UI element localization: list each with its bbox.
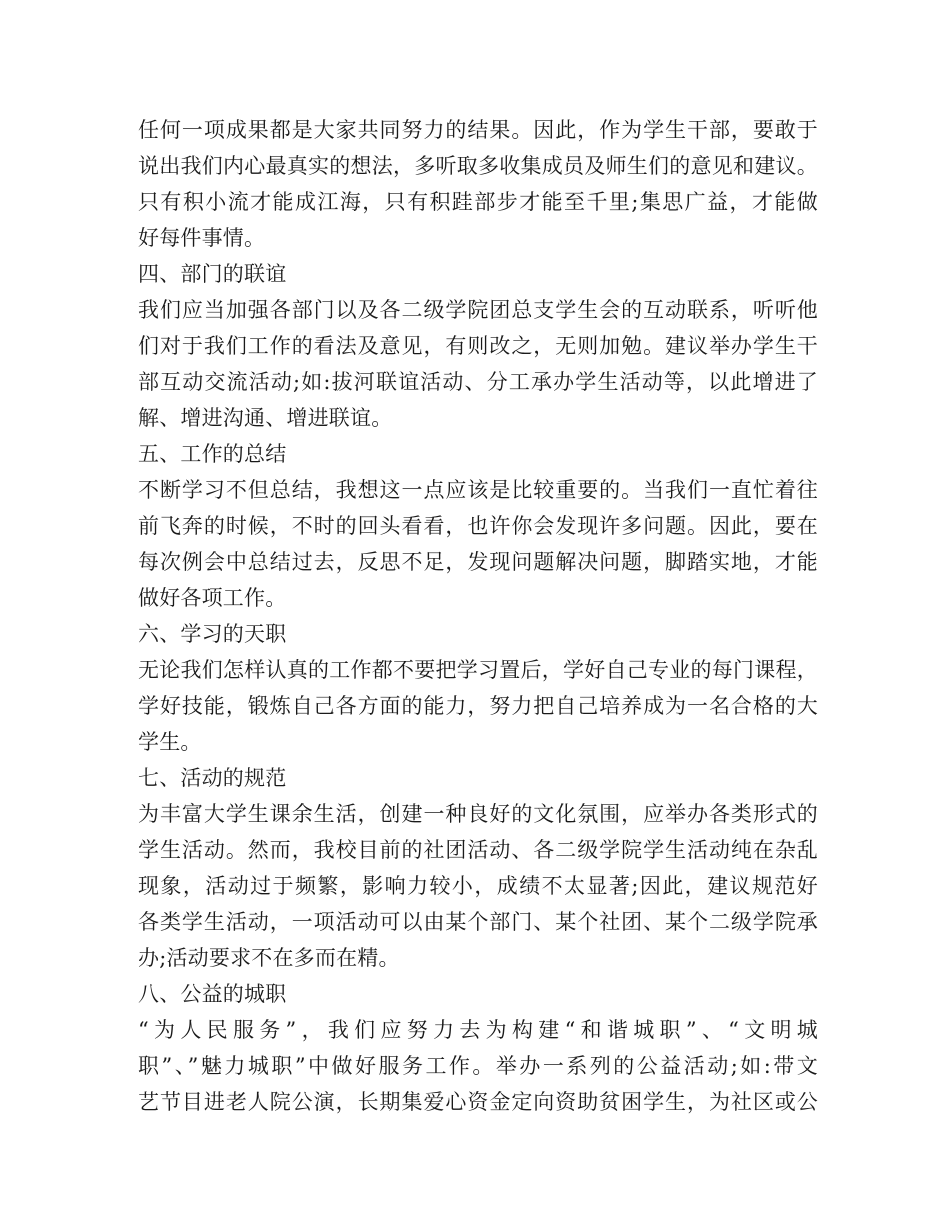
body-line: 无论我们怎样认真的工作都不要把学习置后，学好自己专业的每门课程， <box>138 658 818 682</box>
body-line: 不断学习不但总结，我想这一点应该是比较重要的。当我们一直忙着往 <box>138 478 818 502</box>
body-line: 只有积小流才能成江海，只有积跬部步才能至千里;集思广益，才能做 <box>138 190 818 214</box>
section-heading: 五、工作的总结 <box>138 442 287 466</box>
body-line: 学生活动。然而，我校目前的社团活动、各二级学院学生活动纯在杂乱 <box>138 838 818 862</box>
body-line: 各类学生活动，一项活动可以由某个部门、某个社团、某个二级学院承 <box>138 910 818 934</box>
body-line: 学生。 <box>138 730 202 754</box>
body-line: 现象，活动过于频繁，影响力较小，成绩不太显著;因此，建议规范好 <box>138 874 818 898</box>
document-body <box>138 112 818 1120</box>
body-line: 前飞奔的时候，不时的回头看看，也许你会发现许多问题。因此，要在 <box>138 514 818 538</box>
body-line: 职”、”魅力城职”中做好服务工作。举办一系列的公益活动;如:带文 <box>138 1054 818 1078</box>
section-heading: 六、学习的天职 <box>138 622 287 646</box>
body-line: 做好各项工作。 <box>138 586 287 610</box>
body-line: 任何一项成果都是大家共同努力的结果。因此，作为学生干部，要敢于 <box>138 118 818 142</box>
body-line: 办;活动要求不在多而在精。 <box>138 946 400 970</box>
section-heading: 四、部门的联谊 <box>138 262 287 286</box>
body-line: 我们应当加强各部门以及各二级学院团总支学生会的互动联系，听听他 <box>138 298 818 322</box>
section-heading: 七、活动的规范 <box>138 766 287 790</box>
body-line: 每次例会中总结过去，反思不足，发现问题解决问题，脚踏实地，才能 <box>138 550 818 574</box>
body-line: 为丰富大学生课余生活，创建一种良好的文化氛围，应举办各类形式的 <box>138 802 818 826</box>
body-line: 学好技能，锻炼自己各方面的能力，努力把自己培养成为一名合格的大 <box>138 694 818 718</box>
body-line: 说出我们内心最真实的想法，多听取多收集成员及师生们的意见和建议。 <box>138 154 818 178</box>
section-heading: 八、公益的城职 <box>138 982 287 1006</box>
body-line: 好每件事情。 <box>138 226 266 250</box>
body-line: 部互动交流活动;如:拔河联谊活动、分工承办学生活动等，以此增进了 <box>138 370 818 394</box>
body-line: 们对于我们工作的看法及意见，有则改之，无则加勉。建议举办学生干 <box>138 334 818 358</box>
body-line: “为人民服务”，我们应努力去为构建“和谐城职”、“文明城 <box>138 1018 818 1042</box>
body-line: 艺节目进老人院公演，长期集爱心资金定向资助贫困学生，为社区或公 <box>138 1090 818 1114</box>
body-line: 解、增进沟通、增进联谊。 <box>138 406 393 430</box>
